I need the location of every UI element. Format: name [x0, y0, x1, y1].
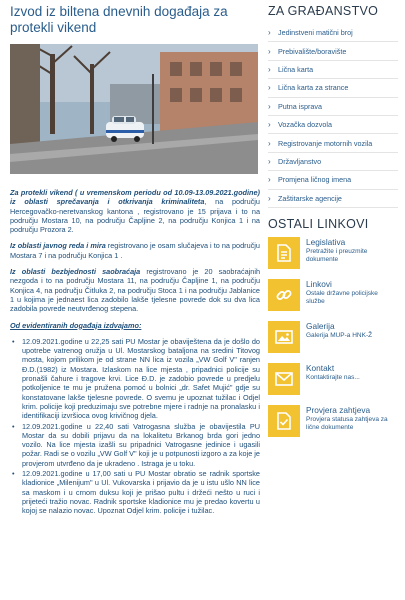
link-desc: Pretražite i preuzmite dokumente — [306, 247, 368, 263]
menu-item-jmb[interactable] — [268, 24, 398, 42]
menu-item-id-card[interactable] — [268, 61, 398, 79]
link-links[interactable] — [268, 279, 398, 313]
sidebar — [268, 4, 398, 447]
article-photo — [10, 44, 258, 174]
crime-lead: Za protekli vikend ( u vremenskom periodu od 10.09-13.09.2021.godine) iz oblasti sprečavanja i otkrivanja kriminaliteta — [10, 188, 260, 207]
traffic-lead: Iz oblasti bezbjednosti saobraćaja — [10, 267, 141, 277]
public-order-lead: Iz oblasti javnog reda i mira — [10, 241, 106, 251]
menu-item-citizenship[interactable] — [268, 153, 398, 171]
public-order-paragraph — [10, 241, 260, 260]
link-request-check[interactable] — [268, 405, 398, 439]
link-title: Provjera zahtjeva — [306, 404, 371, 415]
link-desc: Provjera statusa zahtjeva za lične dokumente — [306, 415, 388, 431]
menu-item-security-agencies[interactable] — [268, 190, 398, 208]
menu-item-label: Lična karta — [278, 64, 314, 74]
menu-item-label: Državljanstvo — [278, 156, 322, 166]
chevron-right-icon: › — [268, 46, 271, 56]
crime-text: , na području Hercegovačko-neretvanskog kantona , registrovano je 15 prijava i to na području Mostara 10, na području Čapljine 2, na području Konjica 1 i na području Prozora 2. — [10, 197, 260, 235]
traffic-paragraph — [10, 267, 260, 313]
chevron-right-icon: › — [268, 193, 271, 203]
link-title: Legislativa — [306, 236, 346, 247]
citizens-heading: ZA GRAĐANSTVO — [268, 4, 379, 18]
envelope-icon — [268, 363, 300, 395]
menu-item-label: Zaštitarske agencije — [278, 193, 342, 203]
link-desc: Galerija MUP-a HNK-Ž — [306, 331, 373, 339]
link-legislation[interactable] — [268, 237, 398, 271]
menu-item-name-change[interactable] — [268, 171, 398, 189]
menu-item-label: Putna isprava — [278, 101, 322, 111]
chevron-right-icon: › — [268, 64, 271, 74]
link-desc: Kontaktirajte nas... — [306, 373, 360, 381]
menu-item-residence[interactable] — [268, 42, 398, 60]
public-order-text: registrovano je osam slučajeva i to na području Mostara 7 i na području Konjica 1 . — [10, 241, 260, 260]
document-check-icon — [268, 405, 300, 437]
events-list — [10, 337, 260, 516]
chevron-right-icon: › — [268, 101, 271, 111]
link-desc: Ostale državne policijske službe — [306, 289, 378, 305]
other-links-heading: OSTALI LINKOVI — [268, 216, 369, 231]
link-title: Linkovi — [306, 278, 332, 289]
main-content — [10, 4, 260, 517]
article-body — [10, 188, 260, 516]
chevron-right-icon: › — [268, 120, 271, 130]
menu-item-label: Vozačka dozvola — [278, 120, 332, 130]
chevron-right-icon: › — [268, 28, 271, 38]
menu-item-driving-licence[interactable] — [268, 116, 398, 134]
menu-item-travel-document[interactable] — [268, 98, 398, 116]
chevron-right-icon: › — [268, 138, 271, 148]
crime-paragraph — [10, 188, 260, 234]
menu-item-label: Promjena ličnog imena — [278, 175, 352, 185]
link-contact[interactable] — [268, 363, 398, 397]
link-title: Kontakt — [306, 362, 335, 373]
event-item: • 12.09.2021.godine u 22,40 sati Vatrogasna služba je obavijestila PU Mostar da su dobili prijavu da na lokalitetu Brkanog brda gori jedno vozilo. Na lice mjesta izašli su pripadnici Vatrogasne jedinice i ugasili požar. Radi se o vozilu „VW Golf V" koji je u potpunosti izgoro a za koje je provjerom utvrđeno da je ukradeno . Istraga je u toku. — [10, 422, 260, 468]
link-gallery[interactable] — [268, 321, 398, 355]
menu-item-label: Jedinstveni matični broj — [278, 28, 353, 38]
menu-item-label: Lična karta za strance — [278, 83, 349, 93]
menu-item-vehicle-registration[interactable] — [268, 134, 398, 152]
menu-item-label: Registrovanje motornih vozila — [278, 138, 373, 148]
events-heading: Od evidentiranih događaja izdvajamo: — [10, 320, 142, 330]
event-item: • 12.09.2021.godine u 22,25 sati PU Mostar je obaviještena da je došlo do upotrebe vatrenog oružja u Ul. Mostarskog bataljona na sredini Titovog mosta, kojom prilikom je od strane NN lica iz vozila „VW Golf V" ranjen Đ.D.(1982) iz Mostara. Izlaskom na lice mjesta , pripadnici policije su pronašli čahure i tragove krvi. Lice Đ.D. je zadobio povrede u predjelu potkoljenice te mu je pružena pomoć u bolnici „dr. Safet Mujić" gdje su konstatovane lakše tjelesne povrede. O svemu je upoznat tužilac i Odjel krim. policije koji preduzimaju sve potrebne mjere i radnje na pronalasku i identifikaciji izvršioca ovog krivičnog djela. — [10, 337, 260, 421]
chevron-right-icon: › — [268, 156, 271, 166]
article-title: Izvod iz biltena dnevnih događaja za protekli vikend — [10, 4, 228, 35]
menu-item-label: Prebivalište/boravište — [278, 46, 347, 56]
chevron-right-icon: › — [268, 83, 271, 93]
document-icon — [268, 237, 300, 269]
chevron-right-icon: › — [268, 175, 271, 185]
image-icon — [268, 321, 300, 353]
citizens-menu — [268, 24, 398, 208]
street-photo-image — [10, 44, 258, 174]
link-title: Galerija — [306, 320, 335, 331]
event-item: • 12.09.2021.godine u 17,00 sati u PU Mostar obratio se radnik sportske kladionice „Milenijum" u Ul. Vukovarska i prijavio da je u istu ušlo NN lice sa maskom i u crnom duksu koji je prišao pultu i držeći nešto u ruci i prijeteći tražio novac. Radnik sportske kladionice mu je predao kovertu u kojoj se nalazio novac. Upoznat Odjel krim. policije i tužilac. — [10, 469, 260, 515]
traffic-text: registrovano je 20 saobraćajnih nezgoda i to na području Mostara 11, na području Čapljine 1, na području Konjica 4, na području Čitluka 2, na području Stoca 1 i na području Jablanice 1 u kojima je jednaest lica zadobilo lakše tjelesne povrede dok su dva lica zadobila povrede neutvrđenog stepena. — [10, 267, 261, 314]
menu-item-id-card-foreigners[interactable] — [268, 79, 398, 97]
events-heading-paragraph — [10, 321, 260, 330]
link-icon — [268, 279, 300, 311]
